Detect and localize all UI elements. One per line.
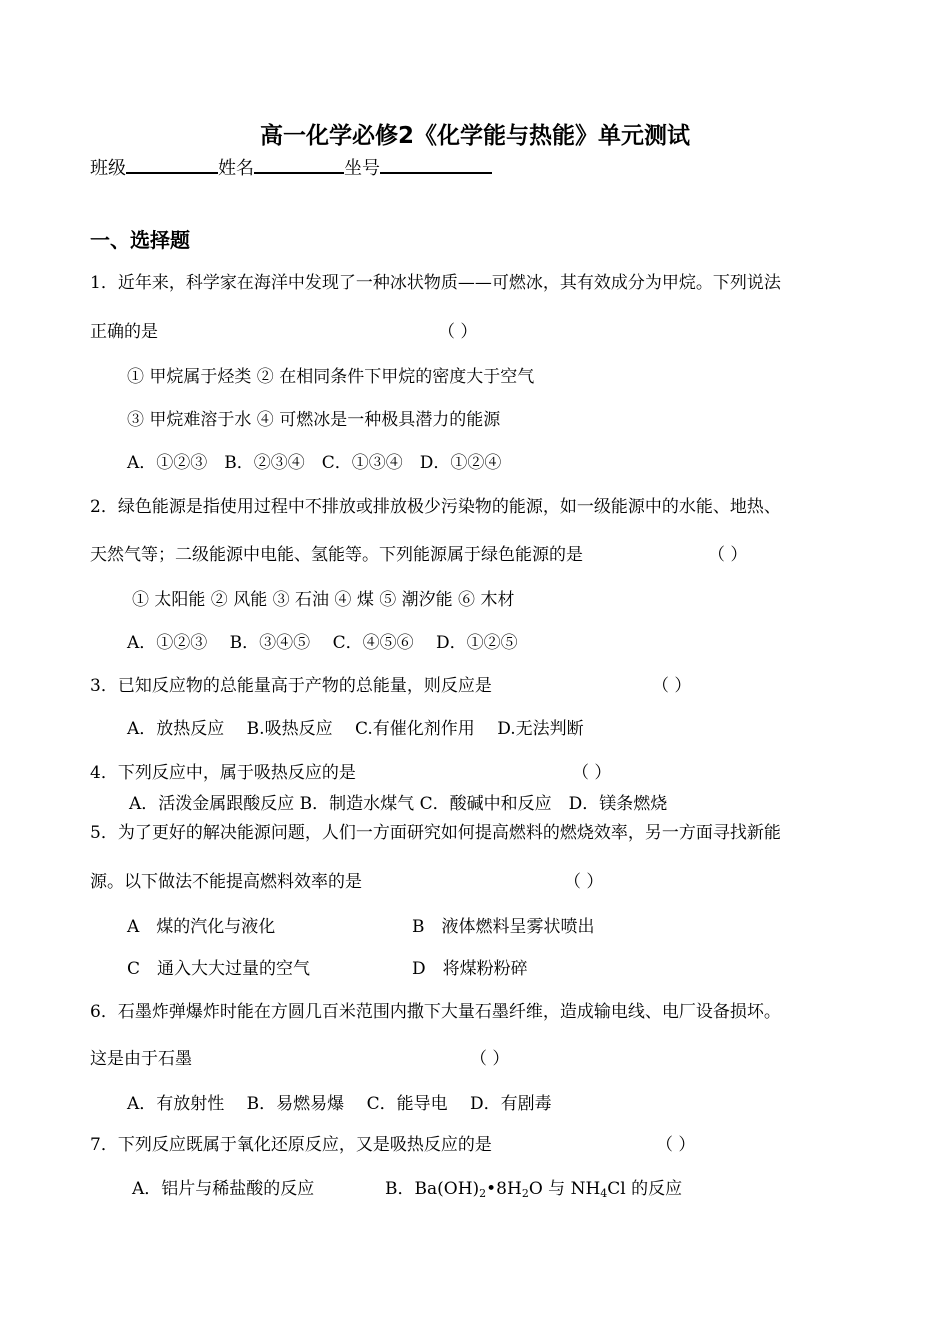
q6-answer-paren[interactable]: （ ） <box>470 1049 510 1069</box>
q6-stem-line-2: 这是由于石墨 <box>90 1049 192 1069</box>
q7-answer-paren[interactable]: （ ） <box>656 1135 696 1155</box>
q4-stem: 4．下列反应中，属于吸热反应的是 <box>90 763 356 783</box>
q2-stem-line-1: 2．绿色能源是指使用过程中不排放或排放极少污染物的能源，如一级能源中的水能、地热、 <box>90 497 781 517</box>
q1-options: A．①②③ B．②③④ C．①③④ D．①②④ <box>127 453 502 473</box>
class-blank[interactable] <box>126 154 218 174</box>
q4-options: A．活泼金属跟酸反应 B．制造水煤气 C．酸碱中和反应 D．镁条燃烧 <box>129 794 668 814</box>
q7-option-b-sub-3: 4 <box>600 1187 608 1200</box>
q1-item-line-2: ③ 甲烷难溶于水 ④ 可燃冰是一种极具潜力的能源 <box>127 410 501 430</box>
q7-option-b-prefix: B．Ba(OH) <box>385 1179 480 1199</box>
q5-answer-paren[interactable]: （ ） <box>564 872 604 892</box>
q1-stem-line-2: 正确的是 <box>90 322 158 342</box>
q1-item-line-1: ① 甲烷属于烃类 ② 在相同条件下甲烷的密度大于空气 <box>127 367 535 387</box>
q7-option-b-suffix: Cl 的反应 <box>607 1179 683 1199</box>
q7-option-b-mid: •8H <box>486 1179 522 1199</box>
class-label: 班级 <box>90 158 126 179</box>
name-label: 姓名 <box>218 158 254 179</box>
seat-blank[interactable] <box>380 154 492 174</box>
q1-answer-paren[interactable]: （ ） <box>438 322 478 342</box>
q3-stem: 3．已知反应物的总能量高于产物的总能量，则反应是 <box>90 676 492 696</box>
q7-option-a: A．铝片与稀盐酸的反应 <box>132 1179 315 1199</box>
q2-answer-paren[interactable]: （ ） <box>708 545 748 565</box>
q6-options: A．有放射性 B．易燃易爆 C．能导电 D．有剧毒 <box>127 1094 552 1114</box>
q7-option-b <box>385 1176 682 1202</box>
q7-option-b-sub-1: 2 <box>479 1187 487 1200</box>
q5-option-b: B 液体燃料呈雾状喷出 <box>412 917 595 937</box>
seat-label: 坐号 <box>344 158 380 179</box>
page-title: 高一化学必修2《化学能与热能》单元测试 <box>259 123 690 149</box>
q5-option-d: D 将煤粉粉碎 <box>412 959 528 979</box>
student-info-line <box>90 154 492 183</box>
q7-option-b-mid-2: O 与 NH <box>528 1179 601 1199</box>
q5-option-a: A 煤的汽化与液化 <box>127 917 276 937</box>
q2-options: A．①②③ B．③④⑤ C．④⑤⑥ D．①②⑤ <box>127 633 518 653</box>
q2-stem-line-2: 天然气等；二级能源中电能、氢能等。下列能源属于绿色能源的是 <box>90 545 583 565</box>
q3-options: A．放热反应 B.吸热反应 C.有催化剂作用 D.无法判断 <box>127 719 584 739</box>
q7-stem: 7．下列反应既属于氧化还原反应，又是吸热反应的是 <box>90 1135 492 1155</box>
q4-answer-paren[interactable]: （ ） <box>572 763 612 783</box>
section-title: 一、选择题 <box>90 228 190 252</box>
q5-stem-line-2: 源。以下做法不能提高燃料效率的是 <box>90 872 362 892</box>
q7-option-b-sub-2: 2 <box>521 1187 529 1200</box>
q2-item-line-1: ① 太阳能 ② 风能 ③ 石油 ④ 煤 ⑤ 潮汐能 ⑥ 木材 <box>132 590 515 610</box>
q1-stem-line-1: 1．近年来，科学家在海洋中发现了一种冰状物质——可燃冰，其有效成分为甲烷。下列说法 <box>90 273 781 293</box>
name-blank[interactable] <box>254 154 344 174</box>
q3-answer-paren[interactable]: （ ） <box>652 676 692 696</box>
q6-stem-line-1: 6．石墨炸弹爆炸时能在方圆几百米范围内撒下大量石墨纤维，造成输电线、电厂设备损坏。 <box>90 1002 781 1022</box>
q5-option-c: C 通入大大过量的空气 <box>127 959 311 979</box>
q5-stem-line-1: 5．为了更好的解决能源问题，人们一方面研究如何提高燃料的燃烧效率，另一方面寻找新能 <box>90 823 781 843</box>
